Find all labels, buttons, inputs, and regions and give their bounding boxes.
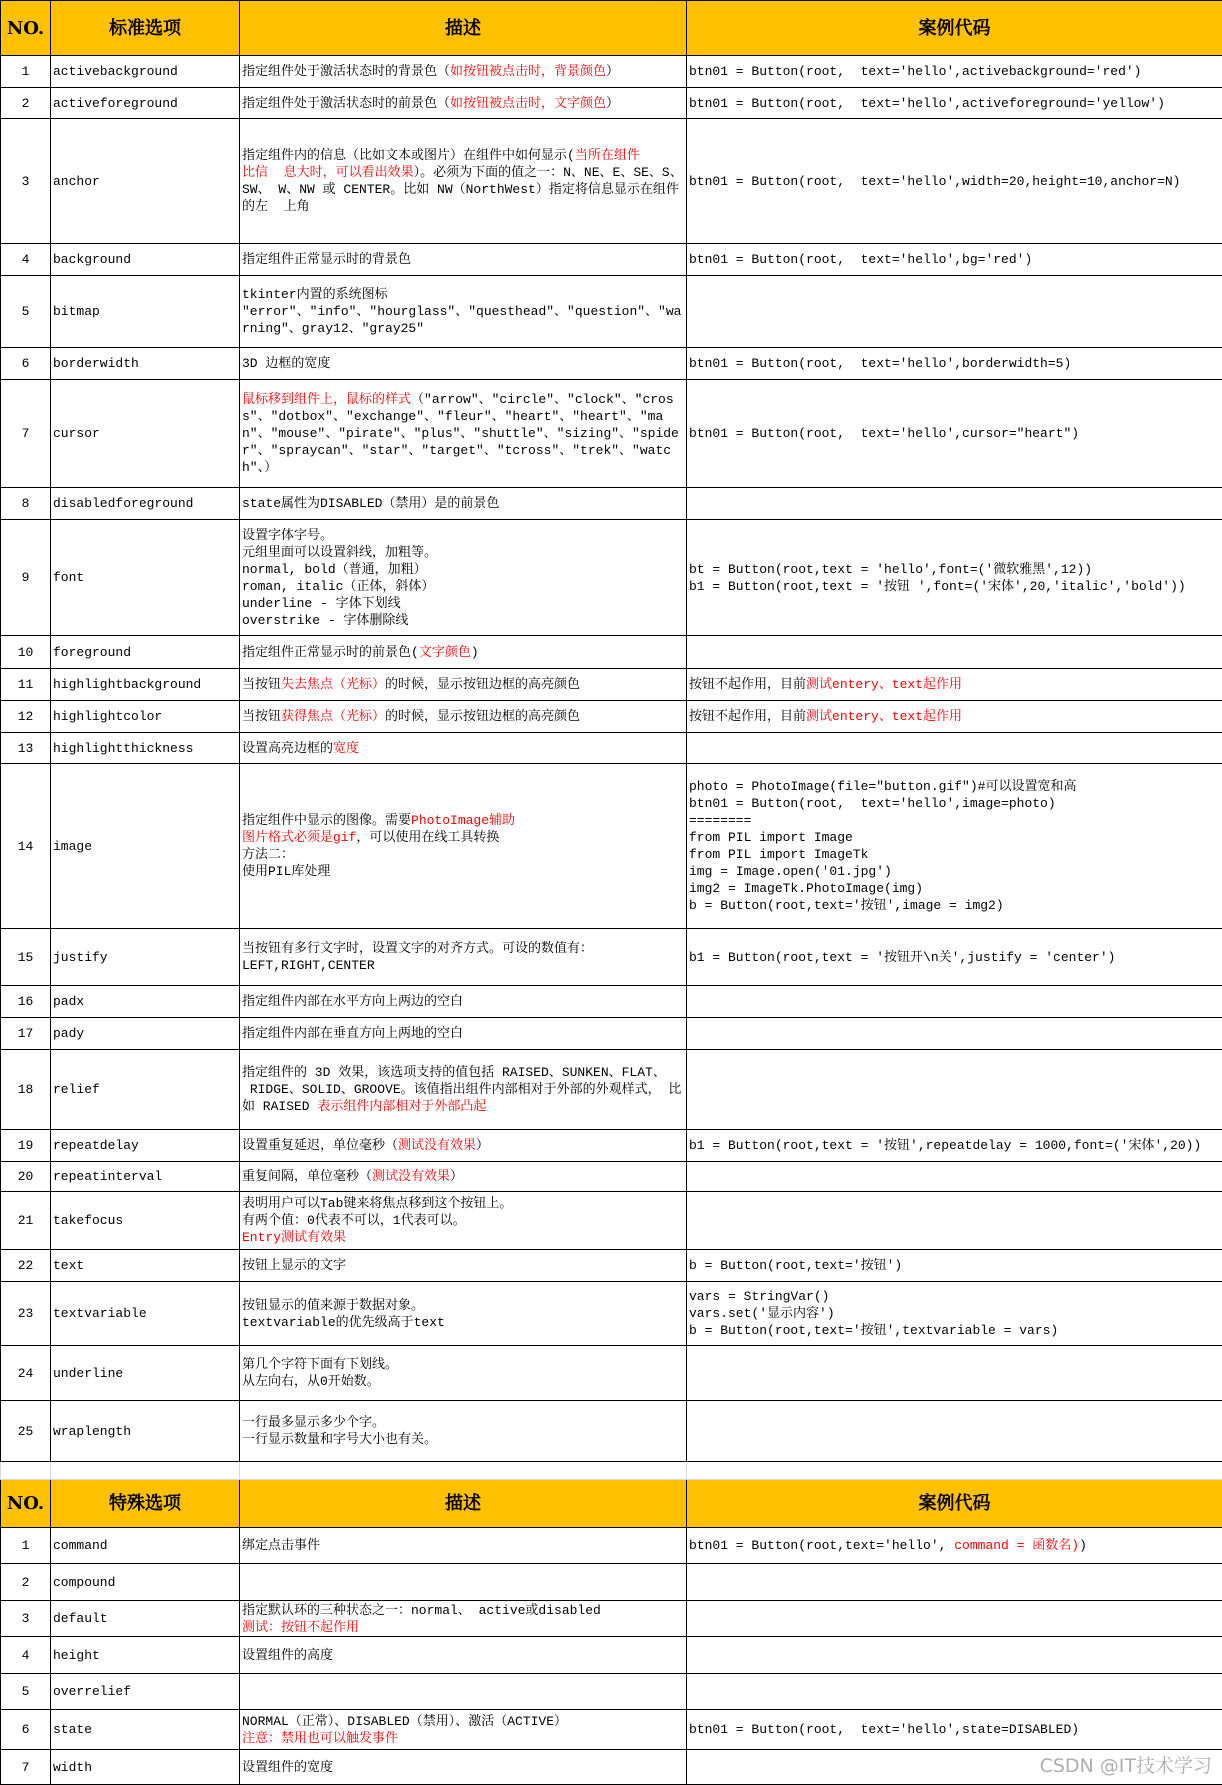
row-number: 3 (1, 1601, 51, 1637)
example-code-cell (687, 1050, 1222, 1130)
option-name: highlightthickness (51, 733, 240, 764)
option-name: overrelief (51, 1674, 240, 1710)
example-code-cell (687, 1601, 1222, 1637)
highlighted-text: 文字颜色 (419, 645, 471, 660)
option-name: disabledforeground (51, 488, 240, 520)
description-cell (240, 1162, 687, 1192)
highlighted-text: 测试entery、text起作用 (806, 709, 962, 724)
option-name: repeatdelay (51, 1130, 240, 1162)
table-row (1, 1130, 1222, 1162)
row-number: 7 (1, 380, 51, 488)
description-cell (240, 520, 687, 636)
cell-text: b1 = Button(root,text = '按钮开\n关',justify = 'center') (689, 950, 1115, 965)
description-cell (240, 488, 687, 520)
description-cell (240, 1750, 687, 1785)
cell-text: 3D 边框的宽度 (242, 356, 330, 371)
option-name: default (51, 1601, 240, 1637)
description-cell (240, 1050, 687, 1130)
option-name: anchor (51, 119, 240, 244)
highlighted-text: 测试没有效果 (398, 1138, 476, 1153)
highlighted-text: PhotoImage辅助 图片格式必须是gif (242, 813, 515, 845)
highlighted-text: 当所在组件 比信 息大时，可以看出效果 (242, 148, 640, 180)
table-row (1, 1601, 1222, 1637)
example-code-cell (687, 1130, 1222, 1162)
row-number: 18 (1, 1050, 51, 1130)
option-name: borderwidth (51, 348, 240, 380)
cell-text: 按钮上显示的文字 (242, 1258, 346, 1273)
cell-text: 指定组件正常显示时的前景色( (242, 645, 419, 660)
row-number: 25 (1, 1401, 51, 1462)
example-code-cell (687, 1282, 1222, 1346)
cell-text: ）。必须为下面的值之一：N、NE、E、SE、S、SW、 W、NW 或 CENTER。比如 NW（NorthWest）指定将信息显示在组件的左 上角 (242, 165, 683, 214)
description-cell (240, 1018, 687, 1050)
example-code-cell (687, 1162, 1222, 1192)
cell-text: b = Button(root,text='按钮') (689, 1258, 902, 1273)
highlighted-text: 失去焦点（光标） (281, 677, 385, 692)
description-cell (240, 1192, 687, 1250)
description-cell (240, 986, 687, 1018)
row-number: 1 (1, 1528, 51, 1564)
table-row (1, 1346, 1222, 1401)
description-cell (240, 929, 687, 986)
row-number: 2 (1, 1564, 51, 1601)
cell-text: ） (606, 64, 619, 79)
cell-text: 表明用户可以Tab键来将焦点移到这个按钮上。 有两个值：0代表不可以，1代表可以。 (242, 1196, 512, 1228)
column-header-option: 特殊选项 (51, 1480, 240, 1528)
option-name: padx (51, 986, 240, 1018)
example-code-cell (687, 1637, 1222, 1674)
highlighted-text: 测试没有效果 (372, 1169, 450, 1184)
row-number: 4 (1, 1637, 51, 1674)
cell-text: 指定组件内部在水平方向上两边的空白 (242, 994, 463, 1009)
row-number: 8 (1, 488, 51, 520)
table-row (1, 1018, 1222, 1050)
row-number: 13 (1, 733, 51, 764)
option-name: pady (51, 1018, 240, 1050)
empty-cell (1, 1462, 51, 1480)
cell-text: 指定默认环的三种状态之一：normal、 active或disabled (242, 1603, 601, 1618)
table-row (1, 1250, 1222, 1282)
highlighted-text: Entry测试有效果 (242, 1230, 346, 1245)
description-cell (240, 1401, 687, 1462)
cell-text: 重复间隔，单位毫秒（ (242, 1169, 372, 1184)
example-code-cell (687, 88, 1222, 119)
table-row (1, 1710, 1222, 1750)
standard-table-header-row (1, 1, 1222, 56)
description-cell (240, 1346, 687, 1401)
example-code-cell (687, 520, 1222, 636)
cell-text: 设置高亮边框的 (242, 741, 333, 756)
table-row (1, 348, 1222, 380)
example-code-cell (687, 1401, 1222, 1462)
cell-text: 指定组件正常显示时的背景色 (242, 252, 411, 267)
cell-text: btn01 = Button(root, text='hello',width=20,height=10,anchor=N) (689, 174, 1180, 189)
table-row (1, 488, 1222, 520)
table-row (1, 56, 1222, 88)
cell-text: b1 = Button(root,text = '按钮',repeatdelay = 1000,font=('宋体',20)) (689, 1138, 1201, 1153)
example-code-cell (687, 929, 1222, 986)
description-cell (240, 669, 687, 701)
cell-text: ) (1079, 1538, 1087, 1553)
example-code-cell (687, 636, 1222, 669)
row-number: 20 (1, 1162, 51, 1192)
description-cell (240, 1250, 687, 1282)
highlighted-text: 注意：禁用也可以触发事件 (242, 1731, 398, 1746)
description-cell (240, 1710, 687, 1750)
option-name: command (51, 1528, 240, 1564)
description-cell (240, 1130, 687, 1162)
cell-text: ） (450, 1169, 463, 1184)
description-cell (240, 764, 687, 929)
highlighted-text: 鼠标移到组件上，鼠标的样式 (242, 392, 411, 407)
cell-text: 的时候，显示按钮边框的高亮颜色 (385, 677, 580, 692)
example-code-cell (687, 1564, 1222, 1601)
cell-text: ) (471, 645, 479, 660)
cell-text: btn01 = Button(root, text='hello',borderwidth=5) (689, 356, 1071, 371)
table-row (1, 733, 1222, 764)
option-name: textvariable (51, 1282, 240, 1346)
description-cell (240, 56, 687, 88)
option-name: underline (51, 1346, 240, 1401)
description-cell (240, 244, 687, 276)
table-row (1, 380, 1222, 488)
description-cell (240, 380, 687, 488)
cell-text: btn01 = Button(root, text='hello',activebackground='red') (689, 64, 1141, 79)
cell-text: 设置组件的宽度 (242, 1760, 333, 1775)
cell-text: 设置组件的高度 (242, 1648, 333, 1663)
cell-text: btn01 = Button(root, text='hello',bg='red') (689, 252, 1032, 267)
row-number: 5 (1, 1674, 51, 1710)
description-cell (240, 733, 687, 764)
option-name: repeatinterval (51, 1162, 240, 1192)
table-row (1, 1162, 1222, 1192)
row-number: 6 (1, 1710, 51, 1750)
cell-text: 绑定点击事件 (242, 1538, 320, 1553)
table-row (1, 764, 1222, 929)
table-row (1, 986, 1222, 1018)
description-cell (240, 1528, 687, 1564)
empty-cell (51, 1462, 240, 1480)
column-header-no: NO. (1, 1, 51, 56)
table-row (1, 1528, 1222, 1564)
table-row (1, 669, 1222, 701)
column-header-code: 案例代码 (687, 1480, 1222, 1528)
cell-text: ） (476, 1138, 489, 1153)
table-row (1, 1564, 1222, 1601)
cell-text: 指定组件的 3D 效果，该选项支持的值包括 RAISED、SUNKEN、FLAT、 RIDGE、SOLID、GROOVE。该值指出组件内部相对于外部的外观样式， 比如 RAISED (242, 1065, 681, 1114)
table-row (1, 1192, 1222, 1250)
empty-cell (687, 1462, 1222, 1480)
row-number: 4 (1, 244, 51, 276)
description-cell (240, 1282, 687, 1346)
description-cell (240, 88, 687, 119)
cell-text: 指定组件处于激活状态时的背景色（ (242, 64, 450, 79)
example-code-cell (687, 1346, 1222, 1401)
description-cell (240, 348, 687, 380)
option-name: foreground (51, 636, 240, 669)
row-number: 19 (1, 1130, 51, 1162)
highlighted-text: 获得焦点（光标） (281, 709, 385, 724)
example-code-cell (687, 56, 1222, 88)
option-name: state (51, 1710, 240, 1750)
row-number: 3 (1, 119, 51, 244)
option-name: highlightcolor (51, 701, 240, 733)
column-header-option: 标准选项 (51, 1, 240, 56)
option-name: activeforeground (51, 88, 240, 119)
example-code-cell (687, 1192, 1222, 1250)
table-row (1, 119, 1222, 244)
cell-text: bt = Button(root,text = 'hello',font=('微软雅黑',12)) b1 = Button(root,text = '按钮 ',font=('宋体',20,'italic','bold')) (689, 562, 1186, 594)
table-row (1, 520, 1222, 636)
table-row (1, 276, 1222, 348)
example-code-cell (687, 1710, 1222, 1750)
table-row (1, 244, 1222, 276)
option-name: font (51, 520, 240, 636)
row-number: 21 (1, 1192, 51, 1250)
row-number: 23 (1, 1282, 51, 1346)
description-cell (240, 119, 687, 244)
row-number: 11 (1, 669, 51, 701)
description-cell (240, 1601, 687, 1637)
column-header-desc: 描述 (240, 1, 687, 56)
option-name: wraplength (51, 1401, 240, 1462)
description-cell (240, 1637, 687, 1674)
cell-text: 指定组件处于激活状态时的前景色（ (242, 96, 450, 111)
row-number: 17 (1, 1018, 51, 1050)
special-table-header-row (1, 1480, 1222, 1528)
example-code-cell (687, 764, 1222, 929)
description-cell (240, 1564, 687, 1601)
cell-text: 第几个字符下面有下划线。 从左向右，从0开始数。 (242, 1357, 398, 1389)
cell-text: 按钮不起作用，目前 (689, 709, 806, 724)
highlighted-text: 如按钮被点击时，文字颜色 (450, 96, 606, 111)
highlighted-text: 测试：按钮不起作用 (242, 1620, 359, 1635)
cell-text: 当按钮有多行文字时，设置文字的对齐方式。可设的数值有： LEFT,RIGHT,CENTER (242, 941, 593, 973)
example-code-cell (687, 701, 1222, 733)
table-row (1, 636, 1222, 669)
description-cell (240, 1674, 687, 1710)
cell-text: ） (606, 96, 619, 111)
row-number: 5 (1, 276, 51, 348)
cell-text: 设置字体字号。 元组里面可以设置斜线，加粗等。 normal, bold（普通，加粗） roman, italic（正体，斜体） underline - 字体下划线 overstrike - 字体删除线 (242, 528, 437, 628)
option-name: background (51, 244, 240, 276)
example-code-cell (687, 669, 1222, 701)
row-number: 9 (1, 520, 51, 636)
description-cell (240, 276, 687, 348)
highlighted-text: 表示组件内部相对于外部凸起 (317, 1099, 486, 1114)
row-number: 16 (1, 986, 51, 1018)
cell-text: 指定组件内的信息（比如文本或图片）在组件中如何显示( (242, 148, 575, 163)
table-row (1, 701, 1222, 733)
cell-text: state属性为DISABLED（禁用）是的前景色 (242, 496, 499, 511)
example-code-cell (687, 380, 1222, 488)
table-row (1, 1401, 1222, 1462)
option-name: text (51, 1250, 240, 1282)
description-cell (240, 636, 687, 669)
example-code-cell (687, 1674, 1222, 1710)
example-code-cell (687, 244, 1222, 276)
example-code-cell (687, 1528, 1222, 1564)
row-number: 24 (1, 1346, 51, 1401)
row-number: 14 (1, 764, 51, 929)
cell-text: 设置重复延迟，单位毫秒（ (242, 1138, 398, 1153)
example-code-cell (687, 348, 1222, 380)
cell-text: btn01 = Button(root,text='hello', (689, 1538, 954, 1553)
cell-text: 的时候，显示按钮边框的高亮颜色 (385, 709, 580, 724)
row-number: 15 (1, 929, 51, 986)
row-number: 22 (1, 1250, 51, 1282)
table-row (1, 88, 1222, 119)
row-number: 1 (1, 56, 51, 88)
cell-text: btn01 = Button(root, text='hello',state=DISABLED) (689, 1722, 1079, 1737)
example-code-cell (687, 276, 1222, 348)
cell-text: 当按钮 (242, 677, 281, 692)
empty-cell (240, 1462, 687, 1480)
row-number: 6 (1, 348, 51, 380)
row-number: 10 (1, 636, 51, 669)
cell-text: 指定组件中显示的图像。需要 (242, 813, 411, 828)
table-row (1, 1050, 1222, 1130)
option-name: width (51, 1750, 240, 1785)
example-code-cell (687, 119, 1222, 244)
cell-text: 按钮不起作用，目前 (689, 677, 806, 692)
option-name: highlightbackground (51, 669, 240, 701)
cell-text: 当按钮 (242, 709, 281, 724)
example-code-cell (687, 1018, 1222, 1050)
option-name: relief (51, 1050, 240, 1130)
cell-text: btn01 = Button(root, text='hello',activeforeground='yellow') (689, 96, 1165, 111)
row-number: 12 (1, 701, 51, 733)
cell-text: 指定组件内部在垂直方向上两地的空白 (242, 1026, 463, 1041)
column-header-code: 案例代码 (687, 1, 1222, 56)
table-row (1, 1674, 1222, 1710)
description-cell (240, 701, 687, 733)
column-header-no: NO. (1, 1480, 51, 1528)
example-code-cell (687, 488, 1222, 520)
cell-text: btn01 = Button(root, text='hello',cursor=″heart″) (689, 426, 1079, 441)
highlighted-text: 宽度 (333, 741, 359, 756)
cell-text: photo = PhotoImage(file=″button.gif″)#可以设置宽和高 btn01 = Button(root, text='hello',image=photo) ======== from PIL import Image from PIL import ImageTk img = Image.open('01.jpg') img2 = ImageTk.PhotoImage(img) b = Button(root,text='按钮',image = img2) (689, 779, 1076, 913)
column-header-desc: 描述 (240, 1480, 687, 1528)
cell-text: tkinter内置的系统图标 ″error″、″info″、″hourglass″、″questhead″、″question″、″warning″、gray12、″gray25″ (242, 287, 681, 336)
option-name: image (51, 764, 240, 929)
option-name: bitmap (51, 276, 240, 348)
cell-text: 一行最多显示多少个字。 一行显示数量和字号大小也有关。 (242, 1415, 437, 1447)
option-name: height (51, 1637, 240, 1674)
highlighted-text: 测试entery、text起作用 (806, 677, 962, 692)
table-row (1, 1282, 1222, 1346)
highlighted-text: 如按钮被点击时，背景颜色 (450, 64, 606, 79)
example-code-cell (687, 733, 1222, 764)
row-number: 2 (1, 88, 51, 119)
watermark: CSDN @IT技术学习 (1040, 1751, 1212, 1778)
table-row (1, 929, 1222, 986)
cell-text: ，可以使用在线工具转换 方法二： 使用PIL库处理 (242, 830, 499, 879)
cell-text: （″arrow″、″circle″、″clock″、″cross″、″dotbox″、″exchange″、″fleur″、″heart″、″heart″、″man″、″mouse″、″pirate″、″plus″、″shuttle″、″sizing″、″spider″、″spraycan″、″star″、″target″、″tcross″、″trek″、″watch″、） (242, 392, 679, 475)
option-name: activebackground (51, 56, 240, 88)
option-name: compound (51, 1564, 240, 1601)
row-number: 7 (1, 1750, 51, 1785)
cell-text: 按钮显示的值来源于数据对象。 textvariable的优先级高于text (242, 1298, 445, 1330)
example-code-cell (687, 1250, 1222, 1282)
example-code-cell (687, 986, 1222, 1018)
spacer-row (1, 1462, 1222, 1480)
cell-text: vars = StringVar() vars.set('显示内容') b = Button(root,text='按钮',textvariable = vars) (689, 1289, 1058, 1338)
option-name: takefocus (51, 1192, 240, 1250)
cell-text: NORMAL（正常）、DISABLED（禁用）、激活（ACTIVE） (242, 1714, 567, 1729)
table-row (1, 1637, 1222, 1674)
option-name: cursor (51, 380, 240, 488)
option-name: justify (51, 929, 240, 986)
highlighted-text: command = 函数名) (954, 1538, 1079, 1553)
